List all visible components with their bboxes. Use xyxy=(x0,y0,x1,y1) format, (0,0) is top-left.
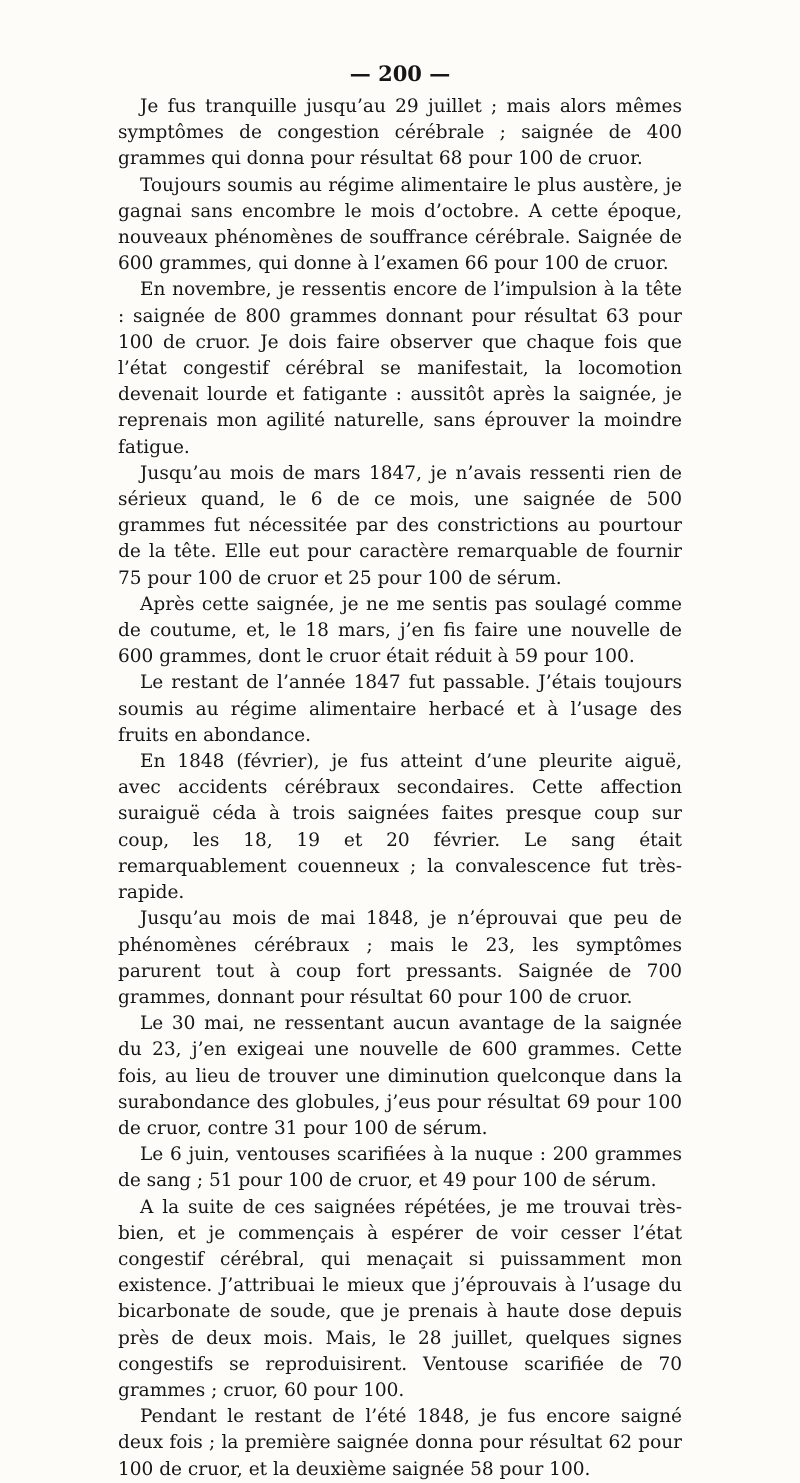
paragraph: Pendant le restant de l’été 1848, je fus encore saigné deux fois ; la première saignée donna pour résultat 62 pour 100 de cruor, et la deuxième saignée 58 pour 100. xyxy=(118,1406,682,1480)
paragraph: En 1848 (février), je fus atteint d’une pleurite aiguë, avec accidents cérébraux secondaires. Cette affection suraiguë céda à trois saignées faites presque coup sur coup, les 18, 19 et 20 février. Le sang était remarquablement couenneux ; la convalescence fut très-rapide. xyxy=(118,751,682,904)
paragraph: Le restant de l’année 1847 fut passable. J’étais toujours soumis au régime alimentaire herbacé et à l’usage des fruits en abondance. xyxy=(118,672,682,746)
paragraph: Le 30 mai, ne ressentant aucun avantage de la saignée du 23, j’en exigeai une nouvelle de 600 grammes. Cette fois, au lieu de trouver une diminution quelconque dans la surabondance des globules, j’eus pour résultat 69 pour 100 de cruor, contre 31 pour 100 de sérum. xyxy=(118,1013,682,1139)
paragraph: Jusqu’au mois de mars 1847, je n’avais ressenti rien de sérieux quand, le 6 de ce mois, une saignée de 500 grammes fut nécessitée par des constrictions au pourtour de la tête. Elle eut pour caractère remarquable de fournir 75 pour 100 de cruor et 25 pour 100 de sérum. xyxy=(118,462,682,589)
paragraph: Jusqu’au mois de mai 1848, je n’éprouvai que peu de phénomènes cérébraux ; mais le 23, les symptômes parurent tout à coup fort pressants. Saignée de 700 grammes, donnant pour résultat 60 pour 100 de cruor. xyxy=(118,908,682,1008)
paragraph: Je fus tranquille jusqu’au 29 juillet ; mais alors mêmes symptômes de congestion cérébrale ; saignée de 400 grammes qui donna pour résultat 68 pour 100 de cruor. xyxy=(118,96,682,170)
paragraph: Après cette saignée, je ne me sentis pas soulagé comme de coutume, et, le 18 mars, j’en fis faire une nouvelle de 600 grammes, dont le cruor était réduit à 59 pour 100. xyxy=(118,593,682,668)
book-page xyxy=(118,60,682,1483)
paragraph: Le 6 juin, ventouses scarifiées à la nuque : 200 grammes de sang ; 51 pour 100 de cruor, et 49 pour 100 de sérum. xyxy=(118,1144,682,1192)
paragraph: Toujours soumis au régime alimentaire le plus austère, je gagnai sans encombre le mois d’octobre. A cette époque, nouveaux phénomènes de souffrance cérébrale. Saignée de 600 grammes, qui donne à l’examen 66 pour 100 de cruor. xyxy=(118,174,682,275)
paragraph: A la suite de ces saignées répétées, je me trouvai très-bien, et je commençais à espérer de voir cesser l’état congestif cérébral, qui menaçait si puissamment mon existence. J’attribuai le mieux que j’éprouvais à l’usage du bicarbonate de soude, que je prenais à haute dose depuis près de deux mois. Mais, le 28 juillet, quelques signes congestifs se reproduisirent. Ventouse scarifiée de 70 grammes ; cruor, 60 pour 100. xyxy=(118,1196,682,1401)
page-number: — 200 — xyxy=(349,61,451,86)
paragraph: En novembre, je ressentis encore de l’impulsion à la tête : saignée de 800 grammes donnant pour résultat 63 pour 100 de cruor. Je dois faire observer que chaque fois que l’état congestif cérébral se manifestait, la locomotion devenait lourde et fatigante : aussitôt après la saignée, je reprenais mon agilité naturelle, sans éprouver la moindre fatigue. xyxy=(118,279,682,458)
